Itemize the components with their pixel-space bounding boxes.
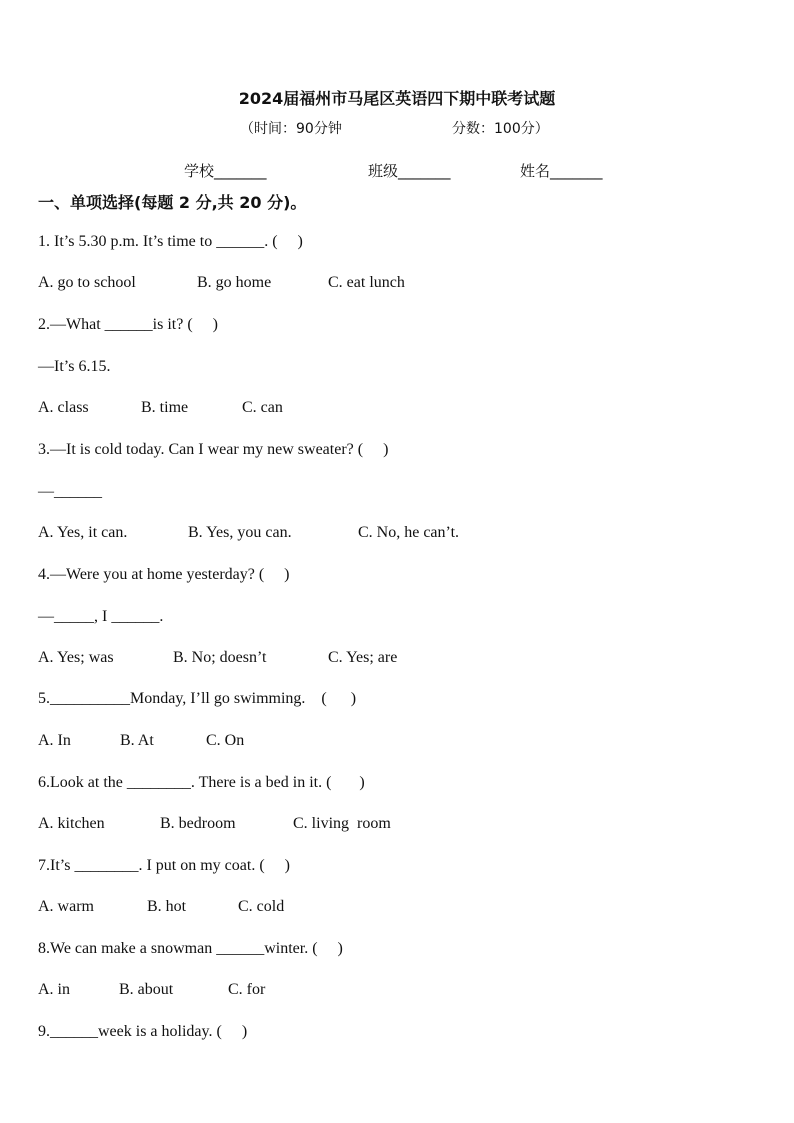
exam-time: （时间：90分钟: [240, 121, 342, 137]
q8-option-c: C. for: [228, 981, 266, 998]
q2-option-c: C. can: [242, 399, 283, 416]
section-heading: 一、单项选择(每题 2 分,共 20 分)。: [38, 193, 307, 212]
q1-option-a: A. go to school: [38, 274, 136, 291]
question-5: 5.__________Monday, I’ll go swimming. ( ): [38, 690, 357, 707]
question-9: 9.______week is a holiday. ( ): [38, 1023, 248, 1040]
q4-option-c: C. Yes; are: [328, 649, 398, 666]
question-3-answer: —______: [38, 483, 102, 500]
q6-option-a: A. kitchen: [38, 815, 105, 832]
q4-option-a: A. Yes; was: [38, 649, 114, 666]
q5-option-a: A. In: [38, 732, 71, 749]
question-8: 8.We can make a snowman ______winter. ( ): [38, 940, 343, 957]
q2-option-b: B. time: [141, 399, 189, 416]
question-2: 2.—What ______is it? ( ): [38, 316, 218, 333]
q5-option-b: B. At: [120, 732, 154, 749]
q7-option-c: C. cold: [238, 898, 285, 915]
exam-title: 2024届福州市马尾区英语四下期中联考试题: [238, 89, 556, 108]
question-6: 6.Look at the ________. There is a bed in it. ( ): [38, 774, 365, 791]
q4-option-b: B. No; doesn’t: [173, 649, 267, 666]
class-field: 班级_______: [368, 162, 451, 180]
question-3: 3.—It is cold today. Can I wear my new sweater? ( ): [38, 441, 389, 458]
exam-score: 分数：100分）: [452, 121, 549, 137]
q3-option-b: B. Yes, you can.: [188, 524, 292, 541]
q1-option-c: C. eat lunch: [328, 274, 405, 291]
q6-option-b: B. bedroom: [160, 815, 236, 832]
q5-option-c: C. On: [206, 732, 245, 749]
q7-option-a: A. warm: [38, 898, 94, 915]
q8-option-b: B. about: [119, 981, 174, 998]
question-1: 1. It’s 5.30 p.m. It’s time to ______. ( ): [38, 233, 303, 250]
q2-option-a: A. class: [38, 399, 89, 416]
q3-option-c: C. No, he can’t.: [358, 524, 460, 541]
question-2-answer: —It’s 6.15.: [38, 358, 111, 375]
q3-option-a: A. Yes, it can.: [38, 524, 128, 541]
question-4: 4.—Were you at home yesterday? ( ): [38, 566, 290, 583]
q7-option-b: B. hot: [147, 898, 187, 915]
question-4-answer: —_____, I ______.: [38, 608, 164, 625]
q8-option-a: A. in: [38, 981, 70, 998]
q1-option-b: B. go home: [197, 274, 272, 291]
name-field: 姓名_______: [520, 162, 603, 180]
question-7: 7.It’s ________. I put on my coat. ( ): [38, 857, 290, 874]
school-field: 学校_______: [184, 162, 267, 180]
q6-option-c: C. living room: [293, 815, 391, 832]
